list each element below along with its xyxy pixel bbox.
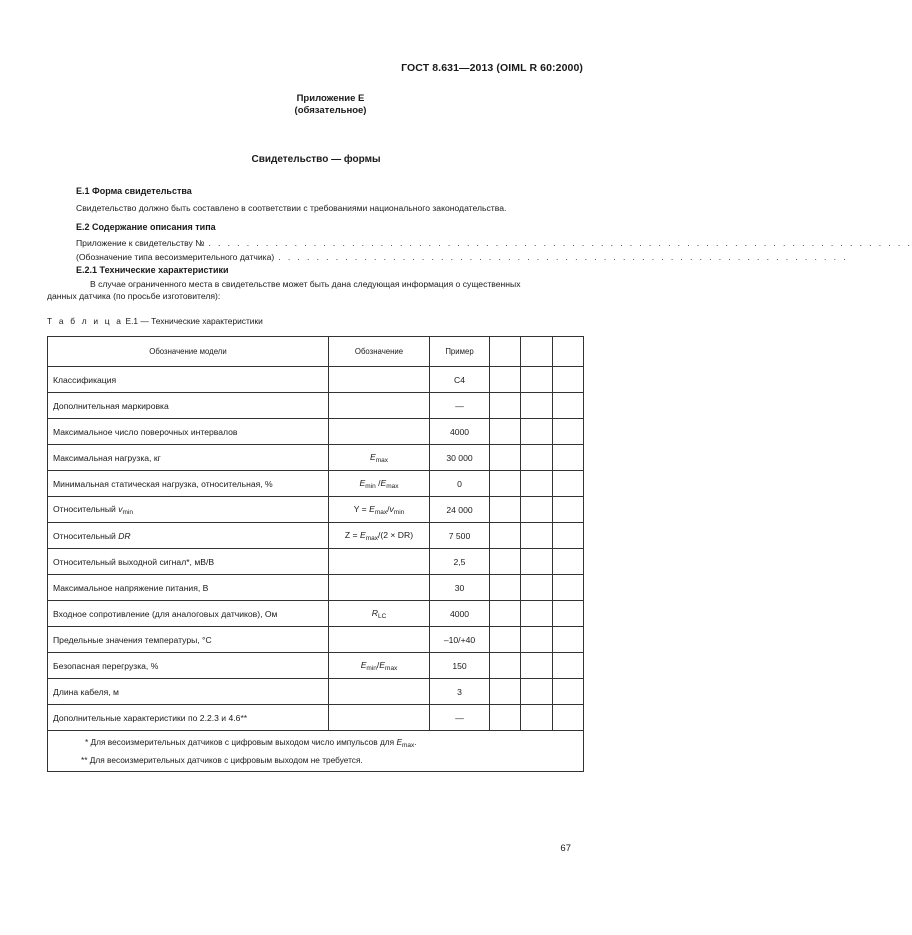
col-header-empty	[521, 337, 553, 367]
row-example: 30 000	[430, 445, 490, 471]
empty-cell	[553, 575, 584, 601]
empty-cell	[490, 445, 521, 471]
row-symbol	[329, 393, 430, 419]
row-symbol	[329, 549, 430, 575]
empty-cell	[553, 705, 584, 731]
empty-cell	[521, 419, 553, 445]
row-example: —	[430, 393, 490, 419]
row-symbol	[329, 627, 430, 653]
row-example: С4	[430, 367, 490, 393]
col-header-empty	[490, 337, 521, 367]
row-example: 4000	[430, 419, 490, 445]
empty-cell	[521, 445, 553, 471]
empty-cell	[553, 627, 584, 653]
table-row	[48, 627, 584, 653]
row-label: Входное сопротивление (для аналоговых датчиков), Ом	[48, 601, 329, 627]
empty-cell	[521, 627, 553, 653]
empty-cell	[521, 393, 553, 419]
empty-cell	[490, 471, 521, 497]
row-symbol	[329, 575, 430, 601]
empty-cell	[490, 679, 521, 705]
table-caption-prefix: Т а б л и ц а	[47, 316, 124, 326]
empty-cell	[490, 419, 521, 445]
annex-title: Приложение Е	[296, 93, 365, 104]
annex-number-line	[76, 238, 912, 248]
empty-cell	[521, 497, 553, 523]
row-label: Относительный $v_{min}$	[48, 497, 329, 523]
empty-cell	[521, 705, 553, 731]
empty-cell	[553, 497, 584, 523]
empty-cell	[553, 419, 584, 445]
table-row	[48, 497, 584, 523]
row-example: —	[430, 705, 490, 731]
row-example: 3	[430, 679, 490, 705]
row-example: 2,5	[430, 549, 490, 575]
empty-cell	[521, 679, 553, 705]
empty-cell	[490, 575, 521, 601]
table-header-row	[48, 337, 584, 367]
row-symbol	[329, 679, 430, 705]
row-symbol: $R_{LC}$	[329, 601, 430, 627]
empty-cell	[521, 367, 553, 393]
row-symbol: $Y = E_{max}/v_{min}$	[329, 497, 430, 523]
empty-cell	[553, 679, 584, 705]
row-example: 4000	[430, 601, 490, 627]
table-row	[48, 445, 584, 471]
row-example: –10/+40	[430, 627, 490, 653]
table-row	[48, 393, 584, 419]
table-row	[48, 419, 584, 445]
row-label: Относительный выходной сигнал*, мВ/В	[48, 549, 329, 575]
table-notes-row	[48, 731, 584, 772]
row-example: 0	[430, 471, 490, 497]
annex-number-label: Приложение к свидетельству №	[76, 238, 205, 248]
empty-cell	[553, 367, 584, 393]
empty-cell	[490, 367, 521, 393]
footnote-2: ** Для весоизмерительных датчиков с цифровым выходом не требуется.	[81, 755, 363, 765]
document-title: Свидетельство — формы	[251, 154, 381, 165]
row-label: Предельные значения температуры, °С	[48, 627, 329, 653]
row-label: Безопасная перегрузка, %	[48, 653, 329, 679]
empty-cell	[521, 601, 553, 627]
footnote-1: * Для весоизмерительных датчиков с цифровым выходом число импульсов для $E_{max}$.	[85, 737, 417, 749]
row-label: Дополнительная маркировка	[48, 393, 329, 419]
table-caption-title: Е.1 — Технические характеристики	[123, 316, 263, 326]
row-symbol: $E_{min}/E_{max}$	[329, 653, 430, 679]
row-label: Максимальная нагрузка, кг	[48, 445, 329, 471]
table-row	[48, 601, 584, 627]
col-header-example: Пример	[430, 337, 490, 367]
table-notes	[48, 731, 584, 772]
empty-cell	[553, 393, 584, 419]
row-label: Классификация	[48, 367, 329, 393]
type-designation-line	[76, 252, 848, 262]
empty-cell	[553, 549, 584, 575]
empty-cell	[521, 523, 553, 549]
table-row	[48, 575, 584, 601]
empty-cell	[521, 549, 553, 575]
section-e21-text-line2: данных датчика (по просьбе изготовителя):	[47, 291, 221, 301]
row-example: 150	[430, 653, 490, 679]
row-label: Длина кабеля, м	[48, 679, 329, 705]
row-example: 30	[430, 575, 490, 601]
empty-cell	[553, 471, 584, 497]
empty-cell	[490, 549, 521, 575]
row-symbol	[329, 367, 430, 393]
document-id: ГОСТ 8.631—2013 (OIML R 60:2000)	[401, 62, 583, 74]
table-row	[48, 523, 584, 549]
col-header-empty	[553, 337, 584, 367]
empty-cell	[490, 497, 521, 523]
type-designation-label: (Обозначение типа весоизмерительного датчика)	[76, 252, 275, 262]
section-e2-heading: Е.2 Содержание описания типа	[76, 222, 216, 232]
table-row	[48, 679, 584, 705]
empty-cell	[490, 523, 521, 549]
empty-cell	[521, 471, 553, 497]
page-number: 67	[560, 843, 571, 854]
empty-cell	[553, 445, 584, 471]
table-row	[48, 549, 584, 575]
empty-cell	[553, 601, 584, 627]
technical-characteristics-table	[47, 336, 584, 772]
col-header-model: Обозначение модели	[48, 337, 329, 367]
row-label: Относительный DR	[48, 523, 329, 549]
section-e1-text: Свидетельство должно быть составлено в соответствии с требованиями национального законодательства.	[76, 203, 507, 213]
annex-status: (обязательное)	[294, 105, 367, 116]
empty-cell	[521, 575, 553, 601]
col-header-symbol: Обозначение	[329, 337, 430, 367]
row-symbol: $E_{min}$ $/E_{max}$	[329, 471, 430, 497]
row-label: Дополнительные характеристики по 2.2.3 и 4.6**	[48, 705, 329, 731]
empty-cell	[521, 653, 553, 679]
row-symbol: $Z = E_{max}/(2 \times DR)$	[329, 523, 430, 549]
section-e21-heading: Е.2.1 Технические характеристики	[76, 265, 229, 275]
empty-cell	[490, 393, 521, 419]
empty-cell	[553, 653, 584, 679]
row-symbol: $E_{max}$	[329, 445, 430, 471]
leader-dots: . . . . . . . . . . . . . . . . . . . . . . . . . . . . . . . . . . . . . . . . . . . . . . . . . . . . . . . . . . . . . . . . . . . . . . . . . .	[208, 238, 912, 248]
empty-cell	[490, 601, 521, 627]
row-label: Максимальное число поверочных интервалов	[48, 419, 329, 445]
empty-cell	[553, 523, 584, 549]
section-e1-heading: Е.1 Форма свидетельства	[76, 186, 192, 196]
table-row	[48, 653, 584, 679]
row-label: Минимальная статическая нагрузка, относительная, %	[48, 471, 329, 497]
empty-cell	[490, 705, 521, 731]
empty-cell	[490, 627, 521, 653]
row-label: Максимальное напряжение питания, В	[48, 575, 329, 601]
table-caption	[47, 316, 263, 326]
row-symbol	[329, 705, 430, 731]
empty-cell	[490, 653, 521, 679]
leader-dots: . . . . . . . . . . . . . . . . . . . . . . . . . . . . . . . . . . . . . . . . . . . . . . . . . . . . . . . . . . . .	[278, 252, 848, 262]
table-row	[48, 367, 584, 393]
section-e21-text-line1: В случае ограниченного места в свидетельстве может быть дана следующая информация о существенных	[90, 279, 521, 289]
row-symbol	[329, 419, 430, 445]
row-example: 24 000	[430, 497, 490, 523]
table-row	[48, 471, 584, 497]
table-row	[48, 705, 584, 731]
row-example: 7 500	[430, 523, 490, 549]
